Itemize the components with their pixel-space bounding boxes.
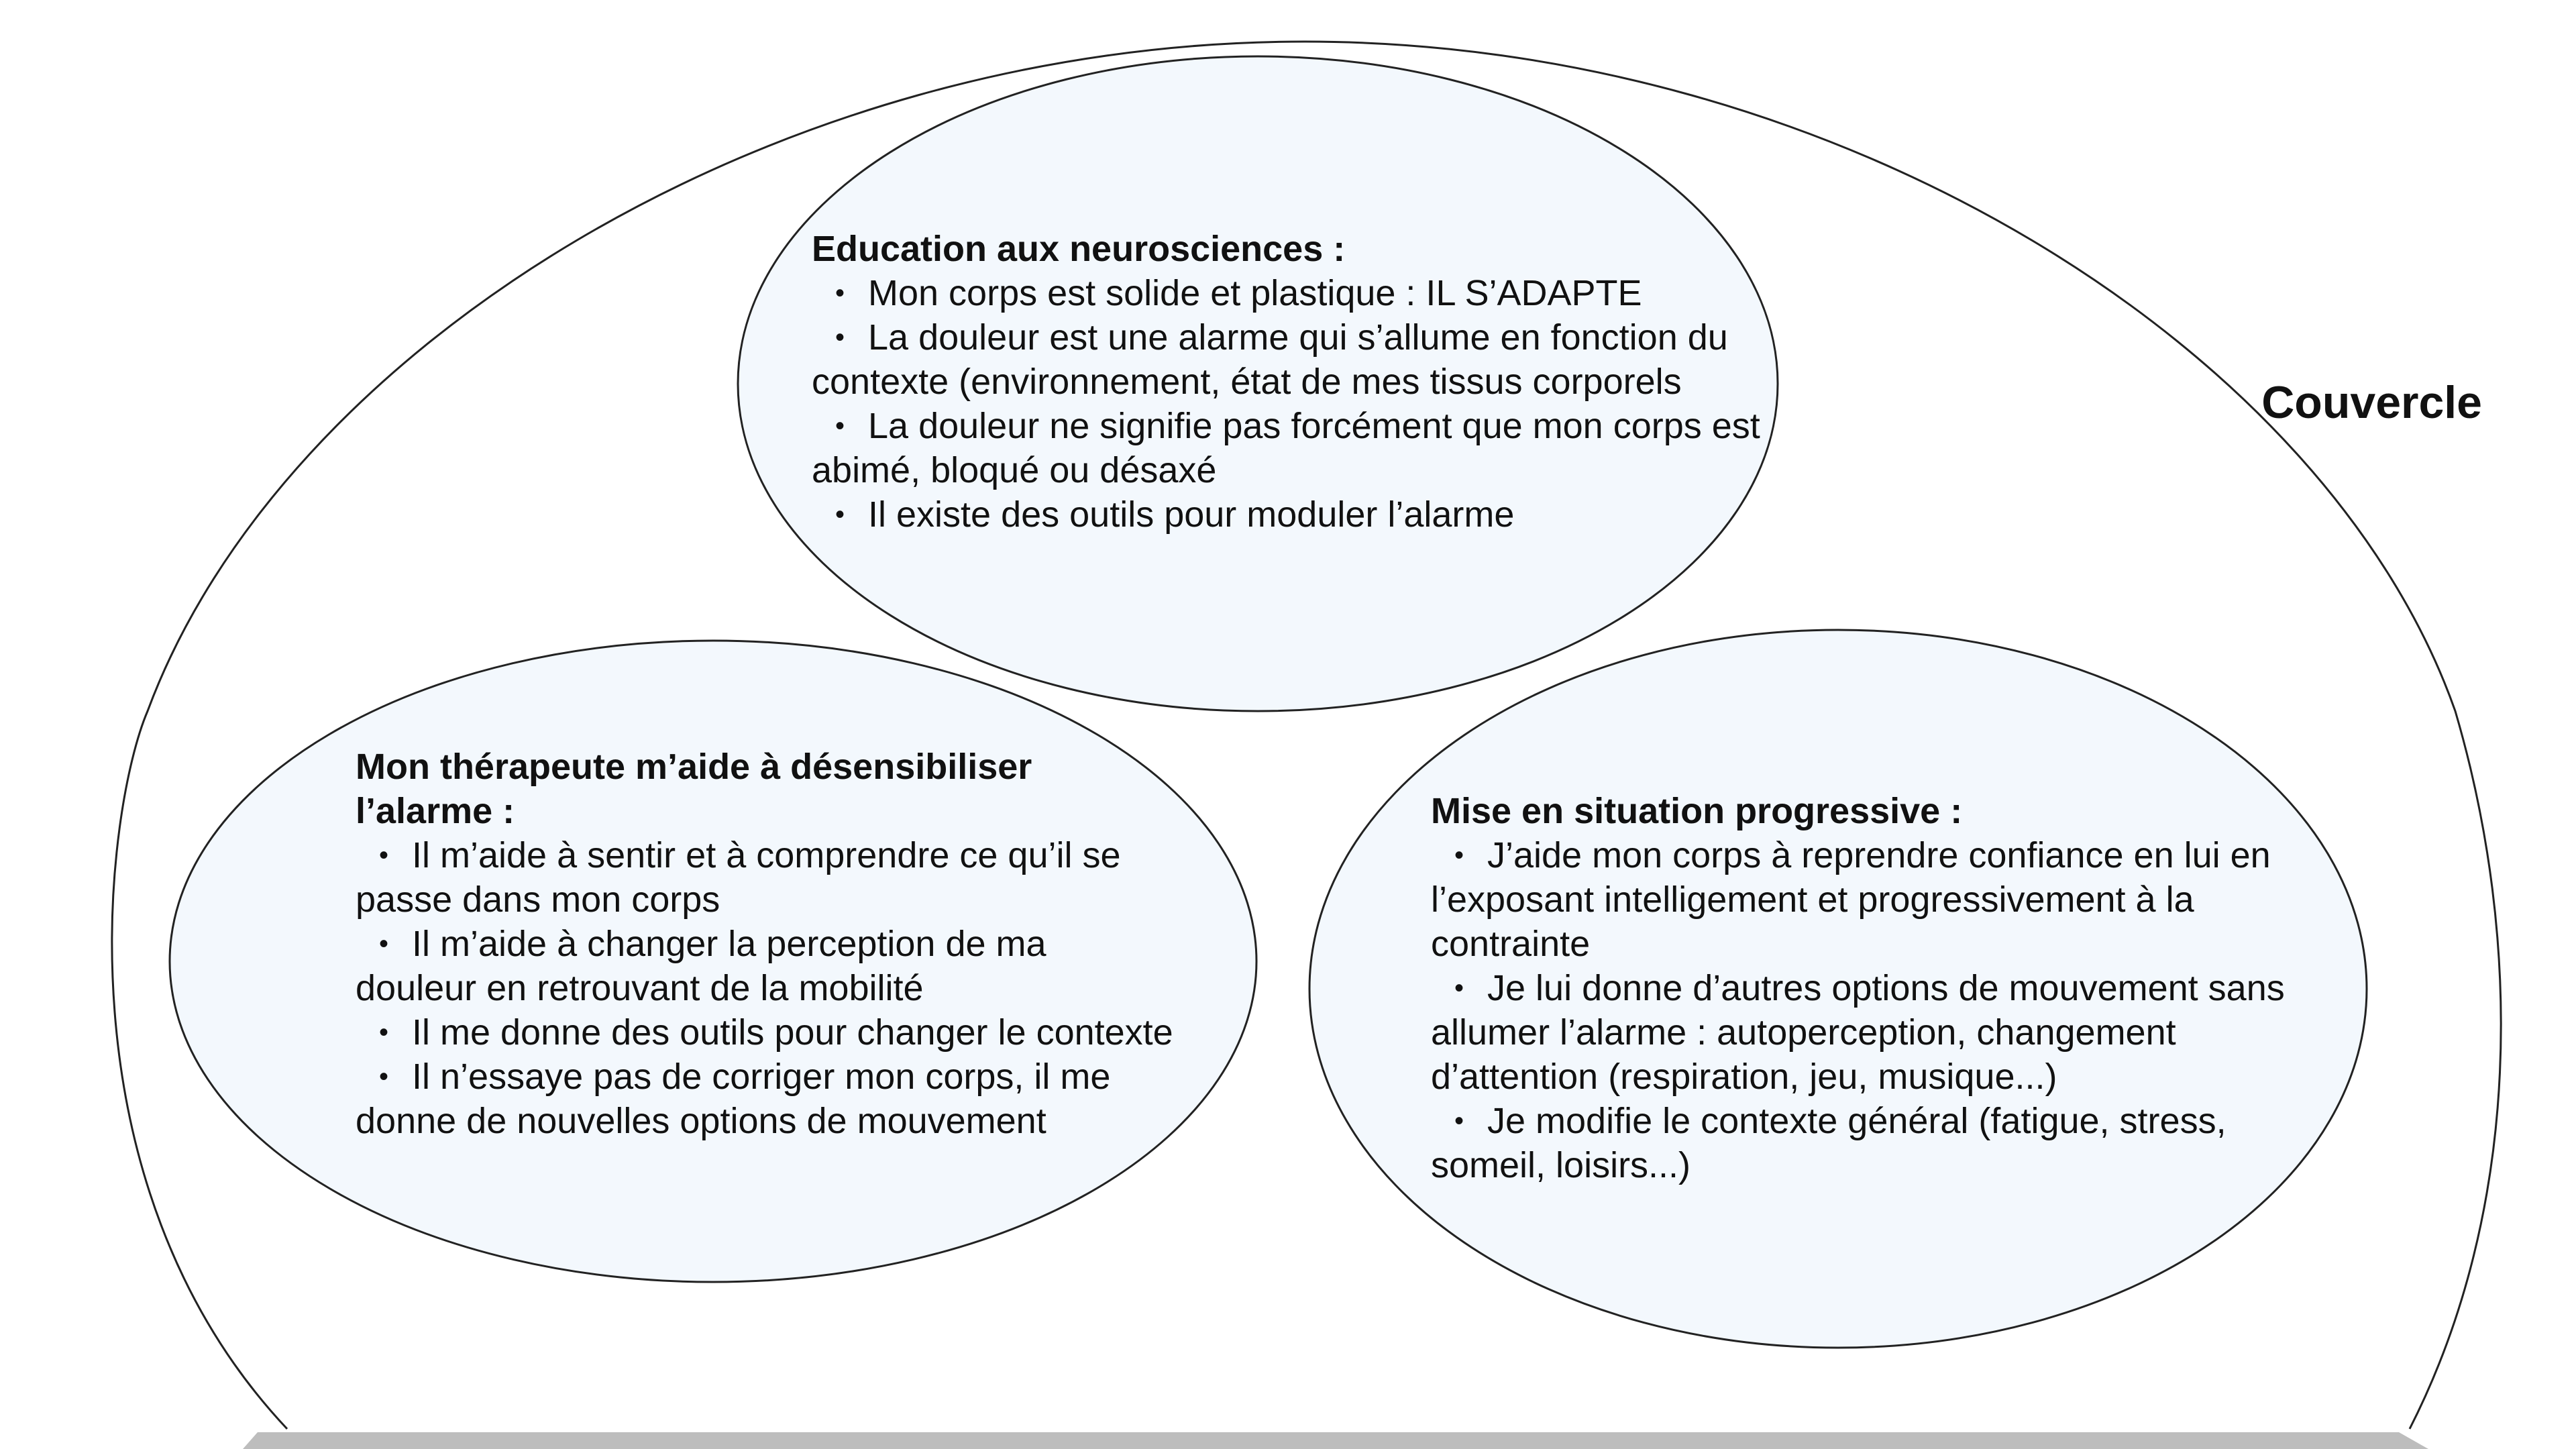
bullet-icon: • <box>835 500 845 529</box>
top-bubble-text <box>812 227 1791 537</box>
base-bar <box>243 1432 2428 1449</box>
top-bubble-list <box>812 271 1791 537</box>
top-bubble-title: Education aux neurosciences : <box>812 229 1346 269</box>
bullet-icon: • <box>1454 973 1464 1003</box>
list-item: • Il m’aide à sentir et à comprendre ce qu’il se passe dans mon corps <box>356 833 1174 922</box>
list-item: • Je modifie le contexte général (fatigue, stress, someil, loisirs...) <box>1431 1099 2343 1187</box>
list-item: • Il m’aide à changer la perception de ma douleur en retrouvant de la mobilité <box>356 922 1174 1010</box>
right-bubble-list <box>1431 833 2343 1187</box>
list-item: • Il n’essaye pas de corriger mon corps, il me donne de nouvelles options de mouvement <box>356 1055 1174 1143</box>
list-item: • La douleur est une alarme qui s’allume en fonction du contexte (environnement, état de mes tissus corporels <box>812 315 1791 404</box>
left-bubble-title: Mon thérapeute m’aide à désensibiliser l’alarme : <box>356 747 1032 831</box>
bullet-icon: • <box>835 411 845 441</box>
bullet-icon: • <box>378 1062 388 1091</box>
bullet-icon: • <box>1454 841 1464 870</box>
bullet-icon: • <box>378 1018 388 1047</box>
bullet-icon: • <box>378 929 388 959</box>
lid-label: Couvercle <box>2261 377 2482 428</box>
bullet-icon: • <box>1454 1106 1464 1136</box>
list-item: • Mon corps est solide et plastique : IL S’ADAPTE <box>812 271 1791 315</box>
left-bubble-text <box>356 745 1174 1143</box>
right-bubble-title: Mise en situation progressive : <box>1431 791 1963 831</box>
bullet-icon: • <box>835 323 845 352</box>
bullet-icon: • <box>378 841 388 870</box>
right-bubble-text <box>1431 789 2343 1187</box>
list-item: • Je lui donne d’autres options de mouvement sans allumer l’alarme : autoperception, changement d’attention (respiration, jeu, musique...) <box>1431 966 2343 1099</box>
list-item: • La douleur ne signifie pas forcément que mon corps est abimé, bloqué ou désaxé <box>812 404 1791 492</box>
list-item: • Il me donne des outils pour changer le contexte <box>356 1010 1174 1055</box>
list-item: • Il existe des outils pour moduler l’alarme <box>812 492 1791 537</box>
bullet-icon: • <box>835 278 845 308</box>
left-bubble-list <box>356 833 1174 1143</box>
list-item: • J’aide mon corps à reprendre confiance en lui en l’exposant intelligement et progressivement à la contrainte <box>1431 833 2343 966</box>
